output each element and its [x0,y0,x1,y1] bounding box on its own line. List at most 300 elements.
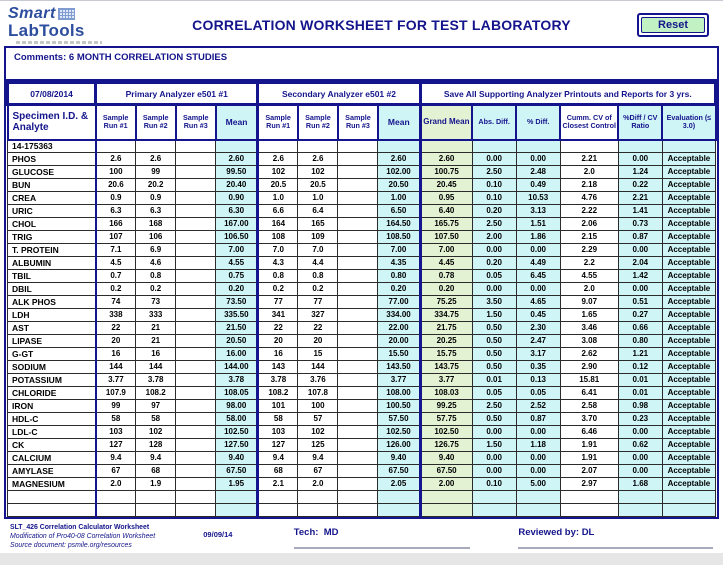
table-row [8,218,716,231]
cell-diff-cv-ratio: 2.04 [618,257,662,270]
worksheet-date-field[interactable]: 07/08/2014 [8,83,96,105]
cell-sample-run[interactable]: 101 [258,400,298,413]
cell-evaluation: Acceptable [662,179,715,192]
cell-sample-run[interactable] [258,504,298,517]
cell-sample-run[interactable] [176,426,216,439]
cell-sample-run[interactable]: 168 [136,218,176,231]
cell-sample-run[interactable]: 6.9 [136,244,176,257]
cell-abs-diff: 3.50 [472,296,516,309]
cell-sample-run[interactable] [136,140,176,153]
table-row [8,426,716,439]
cell-sample-run[interactable] [176,504,216,517]
cell-sample-run[interactable]: 109 [298,231,338,244]
cell-mean [378,504,420,517]
cell-sample-run[interactable]: 102 [258,166,298,179]
cell-pct-diff: 4.49 [516,257,560,270]
cell-sample-run[interactable]: 7.0 [298,244,338,257]
cell-sample-run[interactable] [338,153,378,166]
cell-sample-run[interactable]: 164 [258,218,298,231]
cell-sample-run[interactable]: 100 [96,166,136,179]
cell-sample-run[interactable]: 16 [96,348,136,361]
cell-sample-run[interactable]: 128 [136,439,176,452]
cell-sample-run[interactable]: 0.2 [298,283,338,296]
cell-sample-run[interactable]: 58 [136,413,176,426]
table-row [8,478,716,491]
cell-sample-run[interactable] [338,205,378,218]
cell-mean: 100.50 [378,400,420,413]
col-header-sample-run-3: Sample Run #3 [176,105,216,140]
cell-sample-run[interactable] [338,374,378,387]
cell-sample-run[interactable]: 20.5 [258,179,298,192]
cell-sample-run[interactable]: 6.3 [96,205,136,218]
tech-field[interactable] [294,527,471,549]
cell-analyte: ALBUMIN [8,257,96,270]
logo-tagline [16,41,102,44]
cell-sample-run[interactable]: 67 [96,465,136,478]
cell-mean: 0.90 [216,192,258,205]
cell-sample-run[interactable]: 9.4 [96,452,136,465]
cell-sample-run[interactable]: 4.6 [136,257,176,270]
table-row [8,348,716,361]
cell-mean: 20.50 [216,335,258,348]
cell-sample-run[interactable]: 57 [298,413,338,426]
cell-sample-run[interactable]: 327 [298,309,338,322]
cell-sample-run[interactable] [338,335,378,348]
cell-sample-run[interactable]: 102 [298,426,338,439]
cell-sample-run[interactable] [298,491,338,504]
table-row [8,413,716,426]
cell-abs-diff: 0.10 [472,478,516,491]
cell-sample-run[interactable]: 77 [258,296,298,309]
cell-cumm-cv: 2.18 [560,179,618,192]
cell-diff-cv-ratio: 0.00 [618,153,662,166]
cell-sample-run[interactable] [338,192,378,205]
cell-analyte: 14-175363 [8,140,96,153]
cell-abs-diff: 0.00 [472,452,516,465]
cell-diff-cv-ratio: 0.01 [618,374,662,387]
cell-sample-run[interactable]: 0.8 [298,270,338,283]
cell-abs-diff: 0.00 [472,465,516,478]
cell-sample-run[interactable] [338,387,378,400]
cell-sample-run[interactable] [338,218,378,231]
cell-sample-run[interactable]: 21 [136,322,176,335]
cell-sample-run[interactable] [338,465,378,478]
cell-cumm-cv: 2.0 [560,166,618,179]
cell-sample-run[interactable] [298,140,338,153]
cell-pct-diff [516,491,560,504]
cell-diff-cv-ratio: 0.62 [618,439,662,452]
cell-sample-run[interactable]: 125 [298,439,338,452]
cell-sample-run[interactable] [176,140,216,153]
cell-evaluation: Acceptable [662,270,715,283]
cell-sample-run[interactable]: 58 [258,413,298,426]
cell-sample-run[interactable] [176,192,216,205]
cell-sample-run[interactable]: 1.0 [298,192,338,205]
cell-sample-run[interactable]: 165 [298,218,338,231]
cell-sample-run[interactable]: 2.6 [258,153,298,166]
col-header-sample-run-2b: Sample Run #2 [298,105,338,140]
cell-sample-run[interactable]: 0.2 [258,283,298,296]
cell-sample-run[interactable]: 6.6 [258,205,298,218]
cell-sample-run[interactable]: 0.2 [136,283,176,296]
table-row [8,179,716,192]
cell-mean: 58.00 [216,413,258,426]
cell-sample-run[interactable]: 127 [96,439,136,452]
cell-sample-run[interactable]: 0.2 [96,283,136,296]
cell-sample-run[interactable]: 166 [96,218,136,231]
cell-sample-run[interactable]: 338 [96,309,136,322]
cell-sample-run[interactable]: 103 [258,426,298,439]
cell-diff-cv-ratio: 0.00 [618,452,662,465]
reset-button[interactable]: Reset [641,17,705,33]
cell-sample-run[interactable] [338,322,378,335]
cell-sample-run[interactable]: 99 [96,400,136,413]
cell-sample-run[interactable]: 2.6 [136,153,176,166]
cell-sample-run[interactable] [338,348,378,361]
cell-sample-run[interactable]: 3.77 [96,374,136,387]
comments-field[interactable] [6,48,717,81]
cell-abs-diff [472,491,516,504]
cell-sample-run[interactable]: 22 [96,322,136,335]
cell-sample-run[interactable] [176,335,216,348]
cell-sample-run[interactable] [338,296,378,309]
cell-sample-run[interactable]: 107.9 [96,387,136,400]
cell-mean: 15.50 [378,348,420,361]
document-info [10,524,189,551]
cell-sample-run[interactable] [176,491,216,504]
cell-sample-run[interactable]: 73 [136,296,176,309]
cell-sample-run[interactable] [176,257,216,270]
cell-mean [378,140,420,153]
cell-sample-run[interactable]: 0.8 [258,270,298,283]
cell-mean: 4.35 [378,257,420,270]
cell-sample-run[interactable]: 1.9 [136,478,176,491]
cell-pct-diff: 2.30 [516,322,560,335]
cell-evaluation: Acceptable [662,361,715,374]
cell-sample-run[interactable] [338,361,378,374]
cell-sample-run[interactable]: 77 [298,296,338,309]
cell-mean: 77.00 [378,296,420,309]
cell-sample-run[interactable]: 74 [96,296,136,309]
cell-sample-run[interactable]: 20 [96,335,136,348]
cell-sample-run[interactable]: 102 [298,166,338,179]
cell-sample-run[interactable]: 67 [298,465,338,478]
cell-cumm-cv [560,140,618,153]
cell-diff-cv-ratio [618,140,662,153]
cell-sample-run[interactable]: 16 [136,348,176,361]
cell-sample-run[interactable] [176,413,216,426]
cell-sample-run[interactable] [176,322,216,335]
cell-abs-diff: 0.50 [472,348,516,361]
tech-value[interactable]: MD [323,527,339,538]
cell-sample-run[interactable] [338,400,378,413]
cell-sample-run[interactable]: 58 [96,413,136,426]
cell-sample-run[interactable]: 9.4 [298,452,338,465]
cell-analyte: HDL-C [8,413,96,426]
cell-abs-diff: 0.00 [472,283,516,296]
cell-sample-run[interactable] [96,504,136,517]
cell-sample-run[interactable] [176,348,216,361]
cell-sample-run[interactable]: 15 [298,348,338,361]
cell-mean: 20.40 [216,179,258,192]
cell-sample-run[interactable] [338,140,378,153]
cell-mean: 0.75 [216,270,258,283]
cell-sample-run[interactable]: 0.9 [96,192,136,205]
cell-sample-run[interactable] [258,491,298,504]
cell-grand-mean: 126.75 [420,439,472,452]
cell-cumm-cv: 1.65 [560,309,618,322]
cell-sample-run[interactable] [338,504,378,517]
cell-cumm-cv: 6.46 [560,426,618,439]
cell-sample-run[interactable] [176,400,216,413]
cell-sample-run[interactable]: 144 [136,361,176,374]
correlation-table [6,81,717,517]
cell-sample-run[interactable]: 103 [96,426,136,439]
cell-sample-run[interactable] [338,452,378,465]
cell-evaluation: Acceptable [662,257,715,270]
cell-abs-diff: 0.05 [472,387,516,400]
cell-abs-diff: 2.50 [472,218,516,231]
cell-evaluation [662,140,715,153]
cell-sample-run[interactable] [176,218,216,231]
comments-value[interactable]: 6 MONTH CORRELATION STUDIES [68,52,228,63]
cell-sample-run[interactable] [298,504,338,517]
cell-cumm-cv: 2.58 [560,400,618,413]
cell-analyte: DBIL [8,283,96,296]
cell-sample-run[interactable]: 97 [136,400,176,413]
cell-sample-run[interactable] [338,426,378,439]
cell-sample-run[interactable]: 2.0 [96,478,136,491]
cell-sample-run[interactable] [176,205,216,218]
cell-sample-run[interactable]: 4.4 [298,257,338,270]
col-header-evaluation: Evaluation (≤ 3.0) [662,105,715,140]
cell-mean [216,140,258,153]
cell-mean: 16.00 [216,348,258,361]
cell-sample-run[interactable] [338,179,378,192]
cell-sample-run[interactable] [176,166,216,179]
cell-cumm-cv: 2.21 [560,153,618,166]
cell-diff-cv-ratio: 1.21 [618,348,662,361]
cell-sample-run[interactable]: 7.0 [258,244,298,257]
document-subtitle-1: Modification of Pro40-08 Correlation Worksheet [10,532,156,540]
cell-evaluation: Acceptable [662,309,715,322]
cell-sample-run[interactable] [176,244,216,257]
cell-abs-diff: 0.00 [472,426,516,439]
cell-mean: 21.50 [216,322,258,335]
cell-mean: 143.50 [378,361,420,374]
tech-underline [294,547,471,549]
cell-sample-run[interactable]: 0.7 [96,270,136,283]
cell-sample-run[interactable]: 20 [298,335,338,348]
cell-sample-run[interactable] [176,231,216,244]
cell-sample-run[interactable]: 21 [136,335,176,348]
cell-grand-mean: 9.40 [420,452,472,465]
cell-sample-run[interactable] [338,166,378,179]
cell-sample-run[interactable] [176,387,216,400]
cell-diff-cv-ratio: 0.98 [618,400,662,413]
cell-sample-run[interactable]: 107.8 [298,387,338,400]
cell-sample-run[interactable]: 20.2 [136,179,176,192]
cell-sample-run[interactable] [258,140,298,153]
cell-sample-run[interactable]: 2.6 [298,153,338,166]
cell-sample-run[interactable]: 0.8 [136,270,176,283]
reviewed-by-value[interactable]: DL [581,527,595,538]
cell-grand-mean: 2.60 [420,153,472,166]
col-header-sample-run-2: Sample Run #2 [136,105,176,140]
cell-sample-run[interactable]: 20.6 [96,179,136,192]
cell-mean [216,504,258,517]
cell-sample-run[interactable]: 143 [258,361,298,374]
cell-sample-run[interactable] [176,283,216,296]
cell-sample-run[interactable] [338,439,378,452]
cell-sample-run[interactable]: 2.0 [298,478,338,491]
cell-sample-run[interactable]: 102 [136,426,176,439]
cell-sample-run[interactable]: 3.78 [136,374,176,387]
cell-sample-run[interactable] [338,413,378,426]
cell-sample-run[interactable] [176,270,216,283]
cell-sample-run[interactable]: 68 [136,465,176,478]
top-bar [4,4,719,46]
cell-pct-diff: 2.47 [516,335,560,348]
cell-grand-mean [420,491,472,504]
cell-sample-run[interactable] [338,257,378,270]
cell-mean: 6.30 [216,205,258,218]
cell-sample-run[interactable]: 144 [96,361,136,374]
cell-sample-run[interactable] [338,283,378,296]
cell-sample-run[interactable] [176,465,216,478]
cell-cumm-cv: 2.2 [560,257,618,270]
cell-sample-run[interactable] [136,504,176,517]
cell-sample-run[interactable]: 3.78 [258,374,298,387]
cell-sample-run[interactable]: 20 [258,335,298,348]
table-row [8,140,716,153]
cell-mean: 1.95 [216,478,258,491]
cell-sample-run[interactable] [176,309,216,322]
cell-analyte: ALK PHOS [8,296,96,309]
cell-sample-run[interactable]: 16 [258,348,298,361]
cell-diff-cv-ratio: 0.00 [618,283,662,296]
cell-mean: 57.50 [378,413,420,426]
column-header-row [8,105,716,140]
cell-abs-diff: 0.10 [472,192,516,205]
cell-abs-diff [472,504,516,517]
cell-sample-run[interactable]: 22 [298,322,338,335]
cell-sample-run[interactable]: 106 [136,231,176,244]
cell-diff-cv-ratio [618,491,662,504]
cell-mean: 9.40 [378,452,420,465]
cell-mean: 102.50 [216,426,258,439]
col-header-grand-mean: Grand Mean [420,105,472,140]
cell-evaluation: Acceptable [662,166,715,179]
cell-mean: 334.00 [378,309,420,322]
cell-grand-mean: 2.00 [420,478,472,491]
col-header-specimen-analyte: Specimen I.D. & Analyte [8,105,96,140]
cell-sample-run[interactable]: 6.3 [136,205,176,218]
cell-sample-run[interactable]: 341 [258,309,298,322]
cell-sample-run[interactable] [136,491,176,504]
cell-sample-run[interactable]: 2.6 [96,153,136,166]
cell-sample-run[interactable] [176,179,216,192]
cell-evaluation: Acceptable [662,283,715,296]
cell-analyte [8,504,96,517]
cell-abs-diff: 0.50 [472,413,516,426]
cell-diff-cv-ratio: 1.24 [618,166,662,179]
cell-sample-run[interactable] [338,231,378,244]
cell-abs-diff: 0.50 [472,322,516,335]
cell-sample-run[interactable]: 100 [298,400,338,413]
cell-sample-run[interactable]: 144 [298,361,338,374]
cell-pct-diff: 3.13 [516,205,560,218]
cell-mean: 67.50 [378,465,420,478]
col-header-pct-diff: % Diff. [516,105,560,140]
cell-sample-run[interactable] [176,374,216,387]
cell-sample-run[interactable] [176,361,216,374]
cell-pct-diff: 10.53 [516,192,560,205]
cell-sample-run[interactable] [176,153,216,166]
cell-sample-run[interactable] [338,244,378,257]
cell-sample-run[interactable]: 108 [258,231,298,244]
cell-pct-diff: 0.87 [516,413,560,426]
cell-sample-run[interactable]: 7.1 [96,244,136,257]
cell-diff-cv-ratio: 0.00 [618,465,662,478]
cell-sample-run[interactable] [96,491,136,504]
cell-sample-run[interactable]: 107 [96,231,136,244]
cell-sample-run[interactable]: 4.5 [96,257,136,270]
cell-sample-run[interactable] [176,439,216,452]
cell-sample-run[interactable]: 2.1 [258,478,298,491]
cell-sample-run[interactable] [338,478,378,491]
cell-sample-run[interactable] [176,478,216,491]
cell-sample-run[interactable]: 0.9 [136,192,176,205]
cell-sample-run[interactable]: 108.2 [136,387,176,400]
cell-sample-run[interactable]: 9.4 [136,452,176,465]
cell-mean: 127.50 [216,439,258,452]
cell-sample-run[interactable] [338,270,378,283]
cell-sample-run[interactable] [338,491,378,504]
cell-mean: 0.80 [378,270,420,283]
cell-sample-run[interactable]: 9.4 [258,452,298,465]
cell-sample-run[interactable]: 68 [258,465,298,478]
cell-sample-run[interactable]: 22 [258,322,298,335]
cell-analyte: TBIL [8,270,96,283]
cell-grand-mean: 143.75 [420,361,472,374]
cell-sample-run[interactable]: 4.3 [258,257,298,270]
cell-sample-run[interactable]: 6.4 [298,205,338,218]
cell-mean: 144.00 [216,361,258,374]
cell-sample-run[interactable]: 20.5 [298,179,338,192]
cell-sample-run[interactable]: 1.0 [258,192,298,205]
table-row [8,166,716,179]
cell-sample-run[interactable] [96,140,136,153]
cell-pct-diff: 0.00 [516,452,560,465]
cell-sample-run[interactable] [338,309,378,322]
cell-grand-mean: 0.95 [420,192,472,205]
cell-sample-run[interactable]: 3.76 [298,374,338,387]
col-header-abs-diff: Abs. Diff. [472,105,516,140]
cell-mean: 2.60 [378,153,420,166]
cell-pct-diff: 0.13 [516,374,560,387]
cell-diff-cv-ratio: 0.00 [618,244,662,257]
cell-sample-run[interactable] [176,452,216,465]
cell-sample-run[interactable] [176,296,216,309]
cell-sample-run[interactable]: 99 [136,166,176,179]
cell-pct-diff: 0.00 [516,426,560,439]
cell-sample-run[interactable]: 127 [258,439,298,452]
reviewed-by-field[interactable] [518,527,713,549]
col-header-diff-cv-ratio: %Diff / CV Ratio [618,105,662,140]
cell-sample-run[interactable]: 333 [136,309,176,322]
cell-sample-run[interactable]: 108.2 [258,387,298,400]
